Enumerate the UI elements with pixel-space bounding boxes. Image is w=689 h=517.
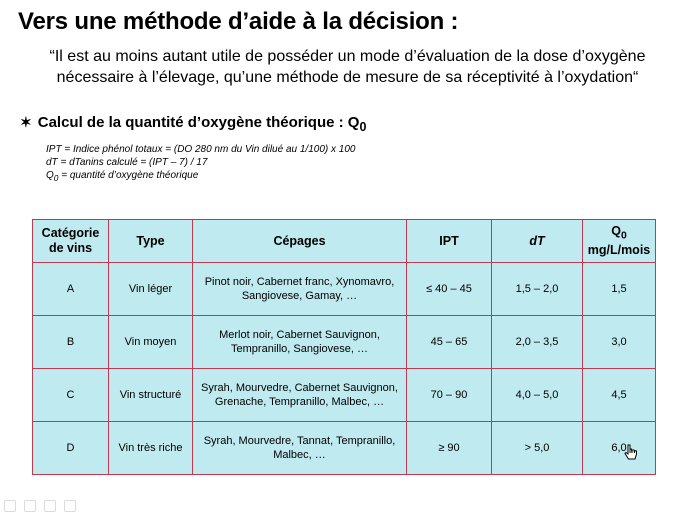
forward-icon[interactable]	[64, 500, 76, 512]
cell-dt: 2,0 – 3,5	[492, 316, 583, 369]
cell-dt: > 5,0	[492, 422, 583, 475]
menu-icon[interactable]	[44, 500, 56, 512]
cell-q0: 4,5	[583, 369, 656, 422]
bullet-subscript: 0	[359, 120, 367, 134]
cell-cepages: Merlot noir, Cabernet Sauvignon, Tempranillo, Sangiovese, …	[193, 316, 407, 369]
quote-line-1: “Il est au moins autant utile de posséder un mode d’évaluation de la dose d’oxygène	[49, 48, 646, 65]
slide-toolbar	[4, 500, 76, 512]
cell-cepages: Syrah, Mourvedre, Cabernet Sauvignon, Grenache, Tempranillo, Malbec, …	[193, 369, 407, 422]
definition-dt: dT = dTanins calculé = (IPT – 7) / 17	[46, 157, 208, 168]
header-categorie: Catégorie de vins	[33, 220, 109, 263]
cell-categorie: A	[33, 263, 109, 316]
hand-cursor-icon	[624, 444, 638, 462]
table-row	[33, 263, 656, 316]
pen-icon[interactable]	[24, 500, 36, 512]
cell-categorie: D	[33, 422, 109, 475]
cell-cepages: Pinot noir, Cabernet franc, Xynomavro, Sangiovese, Gamay, …	[193, 263, 407, 316]
header-q0: $Q_0$ mg/L/mois	[583, 220, 656, 263]
header-dt: dT	[492, 220, 583, 263]
cell-type: Vin structuré	[109, 369, 193, 422]
cell-cepages: Syrah, Mourvedre, Tannat, Tempranillo, Malbec, …	[193, 422, 407, 475]
table-header-row	[33, 220, 656, 263]
cell-dt: 4,0 – 5,0	[492, 369, 583, 422]
cell-q0[interactable]: 6,0	[583, 422, 656, 475]
quote-line-2: nécessaire à l’élevage, qu’une méthode de mesure de sa réceptivité à l’oxydation“	[56, 69, 639, 86]
bullet-heading	[20, 114, 366, 134]
header-type: Type	[109, 220, 193, 263]
definition-q0-subscript: 0	[53, 173, 59, 183]
cell-type: Vin moyen	[109, 316, 193, 369]
header-ipt: IPT	[407, 220, 492, 263]
cell-categorie: C	[33, 369, 109, 422]
cell-ipt: 70 – 90	[407, 369, 492, 422]
definition-q0: $Q_0$ = quantité d’oxygène théorique	[46, 170, 199, 183]
cell-dt: 1,5 – 2,0	[492, 263, 583, 316]
cell-ipt: ≤ 40 – 45	[407, 263, 492, 316]
wine-category-table	[32, 219, 656, 475]
table-row	[33, 422, 656, 475]
header-cepages: Cépages	[193, 220, 407, 263]
definition-q0-text: = quantité d’oxygène théorique	[58, 170, 199, 181]
cell-q0: 3,0	[583, 316, 656, 369]
cell-ipt: ≥ 90	[407, 422, 492, 475]
cell-ipt: 45 – 65	[407, 316, 492, 369]
table-row	[33, 316, 656, 369]
slide-title: Vers une méthode d’aide à la décision :	[18, 8, 459, 35]
cell-type: Vin très riche	[109, 422, 193, 475]
cell-type: Vin léger	[109, 263, 193, 316]
definition-ipt: IPT = Indice phénol totaux = (DO 280 nm du Vin dilué au 1/100) x 100	[46, 144, 356, 155]
cell-categorie: B	[33, 316, 109, 369]
cell-q0: 1,5	[583, 263, 656, 316]
table-row	[33, 369, 656, 422]
star-bullet-icon: ✶	[20, 114, 32, 130]
quote-block	[20, 46, 675, 88]
back-icon[interactable]	[4, 500, 16, 512]
bullet-text: Calcul de la quantité d’oxygène théorique : Q	[37, 114, 360, 131]
definitions	[46, 143, 355, 185]
